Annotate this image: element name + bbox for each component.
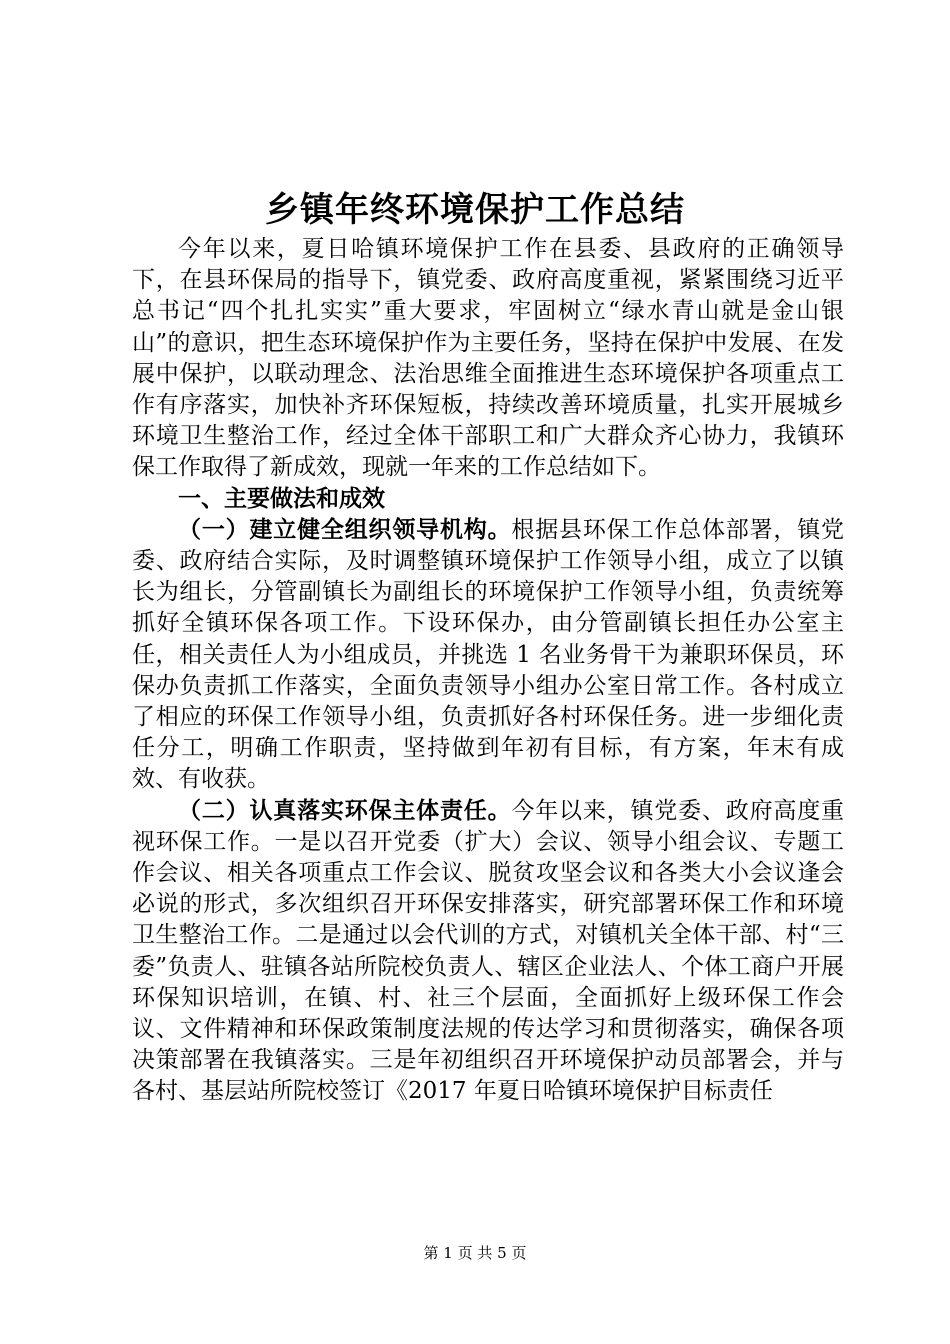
item-2-heading: （二）认真落实环保主体责任。 — [178, 797, 512, 824]
section-heading: 一、主要做法和成效 — [178, 485, 385, 512]
page-footer: 第 1 页 共 5 页 — [423, 1244, 527, 1262]
document-title: 乡镇年终环境保护工作总结 — [265, 190, 685, 230]
item-1-text: 根据县环保工作总体部署，镇党委、政府结合实际，及时调整镇环境保护工作领导小组，成立了以镇长为组长，分管副镇长为副组长的环境保护工作领导小组，负责统筹抓好全镇环保各项工作。下设环保办，由分管副镇长担任办公室主任，相关责任人为小组成员，并挑选 1 名业务骨干为兼职环保员，环保办负责抓工作落实，全面负责领导小组办公室日常工作。各村成立了相应的环保工作领导小组，负责抓好各村环保任务。进一步细化责任分工，明确工作职责，坚持做到年初有目标，有方案，年末有成效、有收获。 — [132, 516, 845, 793]
document-body — [132, 234, 844, 1108]
item-2-paragraph — [132, 796, 844, 1108]
intro-paragraph: 今年以来，夏日哈镇环境保护工作在县委、县政府的正确领导下，在县环保局的指导下，镇党委、政府高度重视，紧紧围绕习近平总书记“四个扎扎实实”重大要求，牢固树立“绿水青山就是金山银山”的意识，把生态环境保护作为主要任务，坚持在保护中发展、在发展中保护，以联动理念、法治思维全面推进生态环境保护各项重点工作有序落实，加快补齐环保短板，持续改善环境质量，扎实开展城乡环境卫生整治工作，经过全体干部职工和广大群众齐心协力，我镇环保工作取得了新成效，现就一年来的工作总结如下。 — [132, 236, 844, 481]
item-2-text: 今年以来，镇党委、政府高度重视环保工作。一是以召开党委（扩大）会议、领导小组会议、专题工作会议、相关各项重点工作会议、脱贫攻坚会议和各类大小会议逢会必说的形式，多次组织召开环保安排落实，研究部署环保工作和环境卫生整治工作。二是通过以会代训的方式，对镇机关全体干部、村“三委”负责人、驻镇各站所院校负责人、辖区企业法人、个体工商户开展环保知识培训，在镇、村、社三个层面，全面抓好上级环保工作会议、文件精神和环保政策制度法规的传达学习和贯彻落实，确保各项决策部署在我镇落实。三是年初组织召开环境保护动员部署会，并与各村、基层站所院校签订《2017 年夏日哈镇环境保护目标责任 — [132, 797, 845, 1105]
item-1-paragraph — [132, 515, 844, 796]
item-1-heading: （一）建立健全组织领导机构。 — [178, 516, 512, 543]
